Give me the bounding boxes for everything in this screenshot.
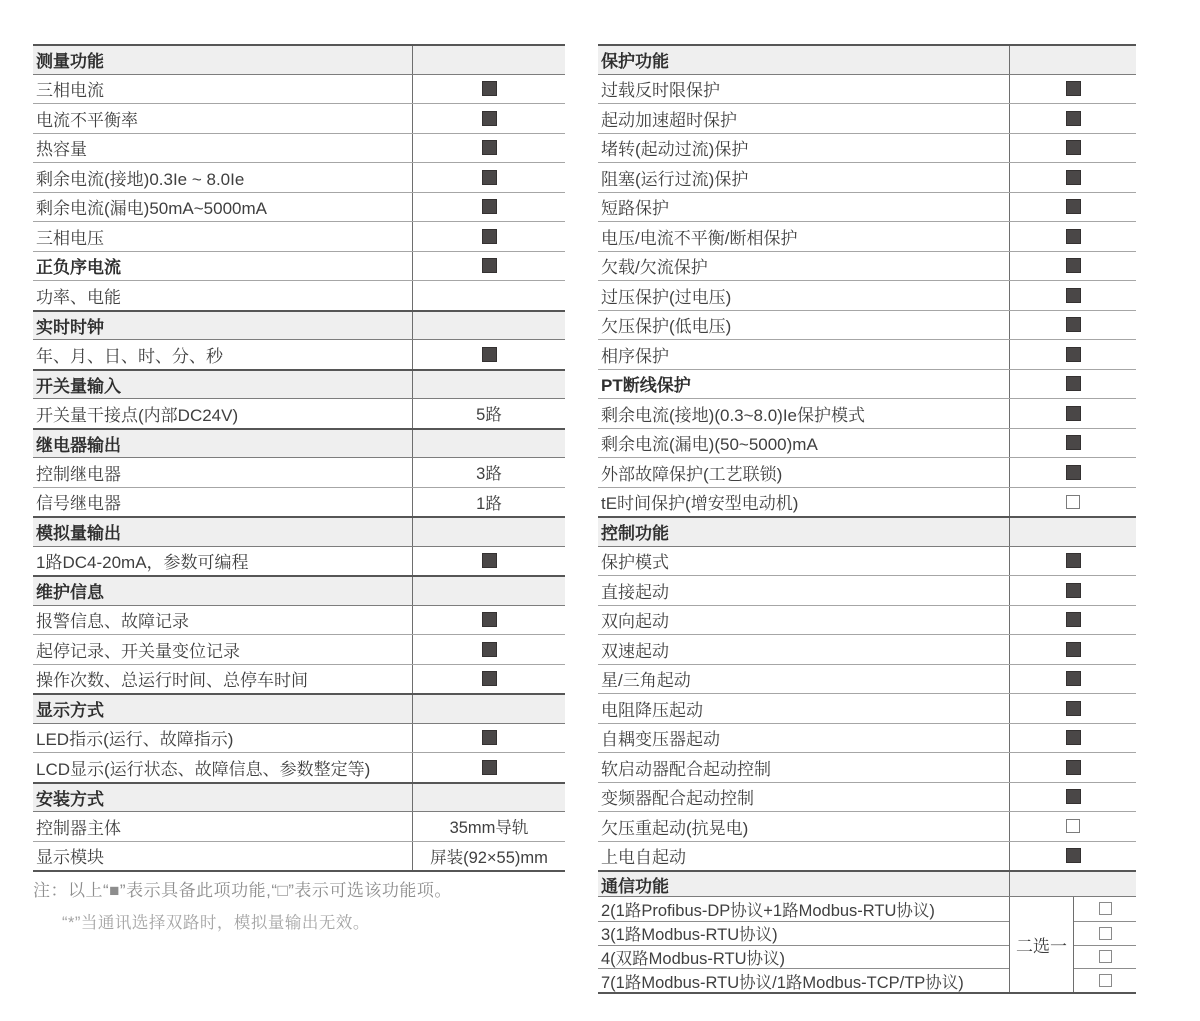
empty-checkbox-icon <box>1099 974 1112 987</box>
section-header-label: 实时时钟 <box>36 317 104 337</box>
row-value-cell <box>1074 968 1136 992</box>
empty-checkbox-icon <box>1066 819 1080 833</box>
section-header-row <box>33 516 565 546</box>
row-label: 信号继电器 <box>36 494 121 514</box>
row-value-cell <box>412 753 565 782</box>
row-value-cell <box>412 163 565 192</box>
row-label: 自耦变压器起动 <box>601 730 720 750</box>
table-row <box>33 103 565 133</box>
table-row <box>33 664 565 694</box>
row-value-empty <box>412 312 565 340</box>
row-value-cell <box>1009 370 1136 399</box>
filled-square-icon <box>482 347 497 362</box>
filled-square-icon <box>482 760 497 775</box>
row-label: LCD显示(运行状态、故障信息、参数整定等) <box>36 759 371 779</box>
row-value-cell <box>1009 812 1136 841</box>
row-value-cell <box>412 193 565 222</box>
row-value-cell <box>412 222 565 251</box>
row-label: 报警信息、故障记录 <box>36 612 189 632</box>
row-label: 4(双路Modbus-RTU协议) <box>598 945 1009 969</box>
row-value-cell <box>412 606 565 635</box>
communication-options-grid <box>598 896 1136 992</box>
row-value-empty <box>412 281 565 310</box>
row-value-cell <box>1009 606 1136 635</box>
section-header-label: 模拟量输出 <box>36 524 121 544</box>
table-row <box>598 782 1136 812</box>
row-value-cell <box>1009 458 1136 487</box>
table-row <box>598 693 1136 723</box>
row-value: 1路 <box>412 488 565 517</box>
filled-square-icon <box>482 81 497 96</box>
row-label: 欠压重起动(抗晃电) <box>601 818 749 838</box>
row-value-cell <box>1074 897 1136 921</box>
row-value-empty <box>1009 46 1136 74</box>
row-label: 剩余电流(漏电)(50~5000)mA <box>601 435 818 455</box>
filled-square-icon <box>1066 376 1081 391</box>
empty-checkbox-icon <box>1099 927 1112 940</box>
section-header-label: 开关量输入 <box>36 376 121 396</box>
table-row <box>598 457 1136 487</box>
filled-square-icon <box>1066 789 1081 804</box>
table-row <box>33 723 565 753</box>
table-row <box>33 752 565 782</box>
row-value: 屏装(92×55)mm <box>412 842 565 871</box>
filled-square-icon <box>482 671 497 686</box>
row-value-cell <box>1009 724 1136 753</box>
row-label: 堵转(起动过流)保护 <box>601 140 749 160</box>
table-row <box>598 251 1136 281</box>
section-header-label: 显示方式 <box>36 701 104 721</box>
row-value-cell <box>1009 75 1136 104</box>
table-row <box>33 811 565 841</box>
row-value-cell <box>1009 281 1136 310</box>
row-label: 开关量干接点(内部DC24V) <box>36 405 239 425</box>
row-label: 电流不平衡率 <box>36 110 138 130</box>
row-label: 直接起动 <box>601 582 669 602</box>
section-header-row <box>33 310 565 340</box>
row-value-cell <box>412 547 565 576</box>
section-header-row <box>33 428 565 458</box>
row-value-empty <box>412 695 565 723</box>
table-row <box>598 634 1136 664</box>
row-label: 双向起动 <box>601 612 669 632</box>
table-row <box>33 133 565 163</box>
row-label: 3(1路Modbus-RTU协议) <box>598 921 1009 945</box>
row-value-cell <box>1009 576 1136 605</box>
filled-square-icon <box>1066 465 1081 480</box>
filled-square-icon <box>1066 258 1081 273</box>
table-row <box>598 575 1136 605</box>
empty-checkbox-icon <box>1066 495 1080 509</box>
filled-square-icon <box>482 199 497 214</box>
table-row <box>598 428 1136 458</box>
row-value-cell <box>412 635 565 664</box>
table-row <box>33 280 565 310</box>
table-row <box>598 103 1136 133</box>
row-label: 7(1路Modbus-RTU协议/1路Modbus-TCP/TP协议) <box>598 968 1009 992</box>
row-label: PT断线保护 <box>601 376 691 396</box>
filled-square-icon <box>1066 170 1081 185</box>
table-row <box>33 487 565 517</box>
row-value-cell <box>1074 921 1136 945</box>
table-row <box>33 457 565 487</box>
row-value-cell <box>412 665 565 694</box>
filled-square-icon <box>1066 553 1081 568</box>
row-label: tE时间保护(增安型电动机) <box>601 494 799 514</box>
row-value-cell <box>1009 340 1136 369</box>
row-value-cell <box>1009 222 1136 251</box>
section-header-label: 保护功能 <box>601 52 669 72</box>
filled-square-icon <box>1066 730 1081 745</box>
row-value-cell <box>1009 134 1136 163</box>
row-label: 三相电压 <box>36 228 104 248</box>
row-label: 电阻降压起动 <box>601 700 703 720</box>
table-row <box>598 487 1136 517</box>
filled-square-icon <box>1066 229 1081 244</box>
row-value-empty <box>412 518 565 546</box>
row-value: 5路 <box>412 399 565 428</box>
table-row <box>33 221 565 251</box>
row-label: LED指示(运行、故障指示) <box>36 730 234 750</box>
row-label: 阻塞(运行过流)保护 <box>601 169 749 189</box>
row-label: 星/三角起动 <box>601 671 691 691</box>
filled-square-icon <box>1066 288 1081 303</box>
filled-square-icon <box>1066 406 1081 421</box>
row-value-cell <box>1009 635 1136 664</box>
section-header-label: 继电器输出 <box>36 435 121 455</box>
row-value-cell <box>1009 311 1136 340</box>
filled-square-icon <box>1066 848 1081 863</box>
row-value-empty <box>1009 518 1136 546</box>
row-value-cell <box>412 104 565 133</box>
row-value-cell <box>1009 488 1136 517</box>
filled-square-icon <box>482 553 497 568</box>
row-value-cell <box>412 340 565 369</box>
row-label: 控制器主体 <box>36 818 121 838</box>
filled-square-icon <box>1066 642 1081 657</box>
row-label: 剩余电流(接地)(0.3~8.0)Ie保护模式 <box>601 405 866 425</box>
row-value-cell <box>1009 842 1136 871</box>
filled-square-icon <box>1066 760 1081 775</box>
table-row <box>598 310 1136 340</box>
row-label: 起停记录、开关量变位记录 <box>36 641 240 661</box>
communication-option-labels <box>598 897 1009 992</box>
row-label: 热容量 <box>36 140 87 160</box>
row-value-cell <box>1074 945 1136 969</box>
filled-square-icon <box>1066 111 1081 126</box>
section-header-row <box>598 870 1136 896</box>
filled-square-icon <box>1066 671 1081 686</box>
row-label: 保护模式 <box>601 553 669 573</box>
empty-checkbox-icon <box>1099 902 1112 915</box>
row-value-empty <box>1009 872 1136 896</box>
table-row <box>598 74 1136 104</box>
table-row <box>33 841 565 871</box>
row-label: 过压保护(过电压) <box>601 287 732 307</box>
table-row <box>33 398 565 428</box>
filled-square-icon <box>482 642 497 657</box>
table-row <box>33 74 565 104</box>
table-row <box>598 221 1136 251</box>
filled-square-icon <box>1066 140 1081 155</box>
table-row <box>33 192 565 222</box>
filled-square-icon <box>482 612 497 627</box>
section-header-label: 控制功能 <box>601 524 669 544</box>
filled-square-icon <box>1066 435 1081 450</box>
filled-square-icon <box>1066 199 1081 214</box>
row-label: 欠载/欠流保护 <box>601 258 708 278</box>
table-row <box>598 664 1136 694</box>
table-row <box>33 634 565 664</box>
table-row <box>598 841 1136 871</box>
communication-option-checkboxes <box>1074 897 1136 992</box>
table-row <box>598 339 1136 369</box>
table-row <box>33 546 565 576</box>
row-value-cell <box>1009 429 1136 458</box>
note-line-2: “*”当通讯选择双路时，模拟量输出无效。 <box>62 914 370 932</box>
row-label: 正负序电流 <box>36 258 121 278</box>
table-row <box>598 752 1136 782</box>
row-label: 短路保护 <box>601 199 669 219</box>
section-header-label: 测量功能 <box>36 52 104 72</box>
row-value-cell <box>1009 547 1136 576</box>
row-value-cell <box>1009 193 1136 222</box>
protection-functions-table <box>598 44 1136 994</box>
row-value-cell <box>1009 163 1136 192</box>
table-row <box>598 369 1136 399</box>
row-label: 欠压保护(低电压) <box>601 317 732 337</box>
table-row <box>598 280 1136 310</box>
row-value-cell <box>412 252 565 281</box>
row-label: 操作次数、总运行时间、总停车时间 <box>36 671 308 691</box>
row-label: 双速起动 <box>601 641 669 661</box>
row-label: 过载反时限保护 <box>601 81 720 101</box>
row-value-cell <box>412 724 565 753</box>
row-label: 显示模块 <box>36 848 104 868</box>
row-label: 软启动器配合起动控制 <box>601 759 771 779</box>
filled-square-icon <box>1066 583 1081 598</box>
section-header-row <box>598 516 1136 546</box>
row-label: 控制继电器 <box>36 464 121 484</box>
measurement-functions-table <box>33 44 565 872</box>
row-label: 外部故障保护(工艺联锁) <box>601 464 783 484</box>
filled-square-icon <box>1066 347 1081 362</box>
row-value-empty <box>412 371 565 399</box>
section-header-row <box>33 44 565 74</box>
row-value-empty <box>412 430 565 458</box>
row-label: 上电自起动 <box>601 848 686 868</box>
section-header-row <box>33 369 565 399</box>
row-value-cell <box>1009 399 1136 428</box>
filled-square-icon <box>1066 81 1081 96</box>
row-value-cell <box>412 134 565 163</box>
section-header-row <box>33 782 565 812</box>
row-label: 相序保护 <box>601 346 669 366</box>
row-value-cell <box>1009 665 1136 694</box>
table-row <box>598 811 1136 841</box>
row-label: 剩余电流(漏电)50mA~5000mA <box>36 199 267 219</box>
row-value: 3路 <box>412 458 565 487</box>
section-header-label: 维护信息 <box>36 583 104 603</box>
section-header-label: 通信功能 <box>601 876 669 896</box>
filled-square-icon <box>482 170 497 185</box>
filled-square-icon <box>1066 612 1081 627</box>
table-row <box>598 162 1136 192</box>
section-header-row <box>33 575 565 605</box>
row-label: 起动加速超时保护 <box>601 110 737 130</box>
table-row <box>598 723 1136 753</box>
section-header-row <box>598 44 1136 74</box>
filled-square-icon <box>1066 317 1081 332</box>
row-value-empty <box>412 784 565 812</box>
filled-square-icon <box>482 258 497 273</box>
row-value: 35mm导轨 <box>412 812 565 841</box>
section-header-row <box>33 693 565 723</box>
row-label: 2(1路Profibus-DP协议+1路Modbus-RTU协议) <box>601 901 935 920</box>
row-label: 电压/电流不平衡/断相保护 <box>601 228 798 248</box>
row-label: 变频器配合起动控制 <box>601 789 754 809</box>
row-label: 1路DC4-20mA，参数可编程 <box>36 553 249 573</box>
row-label: 三相电流 <box>36 81 104 101</box>
row-label: 功率、电能 <box>36 287 121 307</box>
footnotes <box>33 876 578 933</box>
filled-square-icon <box>482 730 497 745</box>
table-row <box>33 339 565 369</box>
row-value-empty <box>412 577 565 605</box>
table-row <box>33 162 565 192</box>
row-value-cell <box>1009 104 1136 133</box>
table-row <box>598 605 1136 635</box>
row-value-cell <box>1009 753 1136 782</box>
table-row <box>33 251 565 281</box>
row-value-cell <box>1009 694 1136 723</box>
filled-square-icon <box>482 140 497 155</box>
note-line-1: 注：以上“■”表示具备此项功能,“□”表示可选该功能项。 <box>33 881 452 900</box>
table-row <box>598 192 1136 222</box>
filled-square-icon <box>1066 701 1081 716</box>
table-row <box>598 398 1136 428</box>
row-value-cell <box>1009 252 1136 281</box>
row-label: 剩余电流(接地)0.3Ie ~ 8.0Ie <box>36 169 245 189</box>
section-header-label: 安装方式 <box>36 789 104 809</box>
table-row <box>598 546 1136 576</box>
row-value-cell <box>1009 783 1136 812</box>
table-row <box>598 133 1136 163</box>
row-value-empty <box>412 46 565 74</box>
row-value-cell <box>412 75 565 104</box>
table-row <box>33 605 565 635</box>
row-label: 年、月、日、时、分、秒 <box>36 346 223 366</box>
filled-square-icon <box>482 229 497 244</box>
choose-one-of-two-label: 二选一 <box>1009 897 1074 992</box>
empty-checkbox-icon <box>1099 950 1112 963</box>
filled-square-icon <box>482 111 497 126</box>
